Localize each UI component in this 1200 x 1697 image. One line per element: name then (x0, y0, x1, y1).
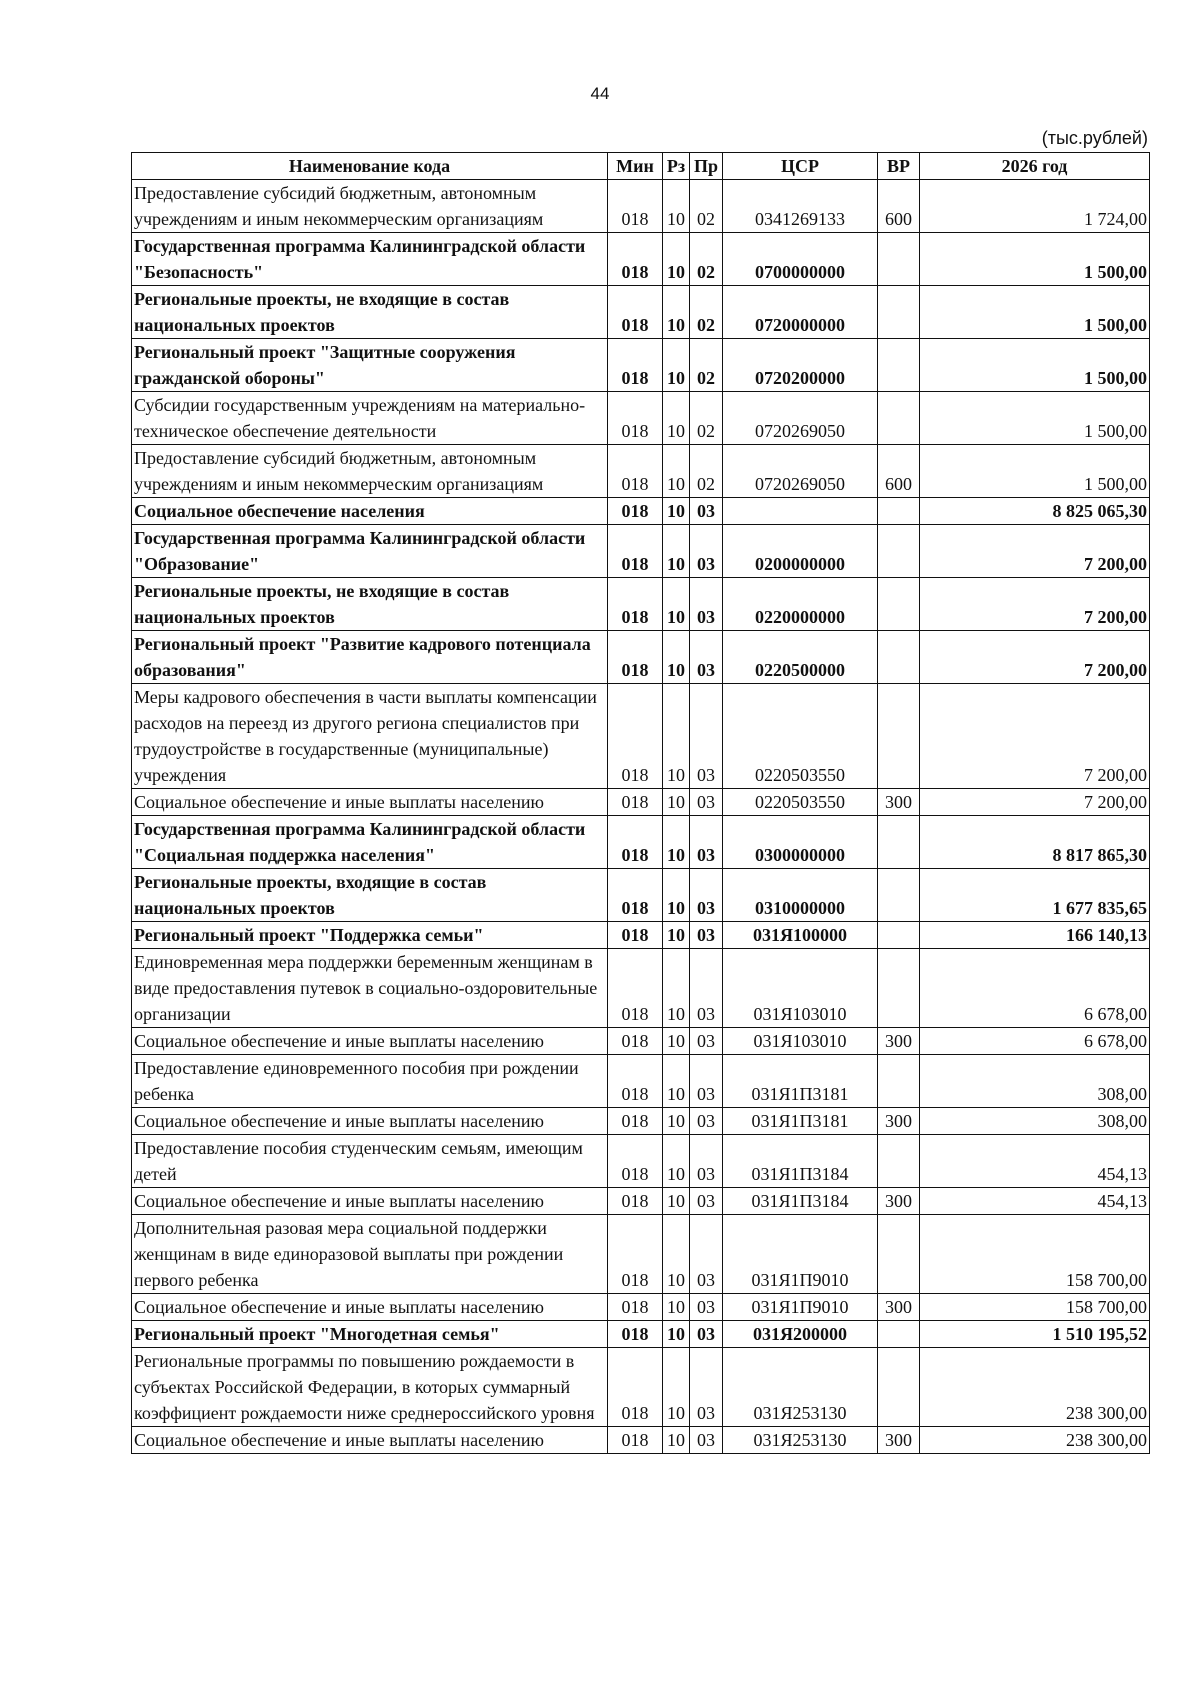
cell-vr (878, 1348, 920, 1427)
cell-name: Предоставление субсидий бюджетным, автономным учреждениям и иным некоммерческим организациям (132, 180, 608, 233)
units-note: (тыс.рублей) (1041, 128, 1148, 148)
table-row (132, 1055, 1150, 1108)
cell-rz: 10 (663, 445, 690, 498)
cell-vr (878, 578, 920, 631)
table-row (132, 869, 1150, 922)
cell-amount: 158 700,00 (920, 1215, 1150, 1294)
cell-amount: 7 200,00 (920, 578, 1150, 631)
cell-rz: 10 (663, 1321, 690, 1348)
header-rz: Рз (663, 153, 690, 180)
cell-rz: 10 (663, 922, 690, 949)
cell-rz: 10 (663, 1427, 690, 1454)
table-row (132, 922, 1150, 949)
cell-min: 018 (608, 949, 663, 1028)
cell-vr (878, 949, 920, 1028)
cell-min: 018 (608, 445, 663, 498)
cell-min: 018 (608, 631, 663, 684)
cell-vr (878, 922, 920, 949)
header-vr: ВР (878, 153, 920, 180)
cell-name: Субсидии государственным учреждениям на материально-техническое обеспечение деятельности (132, 392, 608, 445)
cell-min: 018 (608, 1321, 663, 1348)
cell-name: Предоставление пособия студенческим семьям, имеющим детей (132, 1135, 608, 1188)
cell-amount: 308,00 (920, 1055, 1150, 1108)
cell-vr (878, 816, 920, 869)
cell-csr: 0720200000 (723, 339, 878, 392)
cell-pr: 03 (690, 1427, 723, 1454)
table-row (132, 392, 1150, 445)
cell-min: 018 (608, 578, 663, 631)
cell-rz: 10 (663, 1108, 690, 1135)
cell-min: 018 (608, 339, 663, 392)
cell-vr (878, 525, 920, 578)
cell-amount: 8 817 865,30 (920, 816, 1150, 869)
table-row (132, 1188, 1150, 1215)
cell-min: 018 (608, 1294, 663, 1321)
cell-csr: 031Я1П9010 (723, 1294, 878, 1321)
cell-amount: 158 700,00 (920, 1294, 1150, 1321)
cell-min: 018 (608, 233, 663, 286)
cell-csr: 0300000000 (723, 816, 878, 869)
cell-csr (723, 498, 878, 525)
cell-rz: 10 (663, 498, 690, 525)
header-min: Мин (608, 153, 663, 180)
cell-csr: 0220500000 (723, 631, 878, 684)
cell-pr: 03 (690, 1135, 723, 1188)
budget-table (131, 152, 1150, 1454)
cell-min: 018 (608, 286, 663, 339)
cell-vr: 300 (878, 789, 920, 816)
cell-name: Государственная программа Калининградской области "Безопасность" (132, 233, 608, 286)
cell-csr: 0310000000 (723, 869, 878, 922)
header-amount: 2026 год (920, 153, 1150, 180)
cell-csr: 031Я1П3184 (723, 1135, 878, 1188)
cell-rz: 10 (663, 1348, 690, 1427)
cell-amount: 238 300,00 (920, 1348, 1150, 1427)
cell-rz: 10 (663, 392, 690, 445)
cell-pr: 02 (690, 445, 723, 498)
cell-name: Социальное обеспечение и иные выплаты населению (132, 1188, 608, 1215)
table-row (132, 1215, 1150, 1294)
table-body (132, 180, 1150, 1454)
cell-csr: 0720269050 (723, 392, 878, 445)
table-row (132, 286, 1150, 339)
cell-rz: 10 (663, 1055, 690, 1108)
cell-name: Социальное обеспечение и иные выплаты населению (132, 1294, 608, 1321)
table-row (132, 684, 1150, 789)
table-row (132, 1348, 1150, 1427)
cell-min: 018 (608, 869, 663, 922)
cell-pr: 02 (690, 286, 723, 339)
cell-pr: 02 (690, 233, 723, 286)
cell-rz: 10 (663, 789, 690, 816)
cell-min: 018 (608, 1135, 663, 1188)
cell-min: 018 (608, 789, 663, 816)
table-row (132, 180, 1150, 233)
cell-name: Региональные программы по повышению рождаемости в субъектах Российской Федерации, в которых суммарный коэффициент рождаемости ниже среднероссийского уровня (132, 1348, 608, 1427)
table-row (132, 339, 1150, 392)
cell-csr: 0220503550 (723, 789, 878, 816)
cell-csr: 031Я103010 (723, 949, 878, 1028)
cell-min: 018 (608, 816, 663, 869)
header-name: Наименование кода (132, 153, 608, 180)
cell-csr: 031Я253130 (723, 1348, 878, 1427)
cell-rz: 10 (663, 233, 690, 286)
cell-csr: 0341269133 (723, 180, 878, 233)
cell-min: 018 (608, 180, 663, 233)
cell-name: Социальное обеспечение и иные выплаты населению (132, 1427, 608, 1454)
cell-amount: 1 500,00 (920, 392, 1150, 445)
cell-vr: 300 (878, 1188, 920, 1215)
cell-name: Предоставление субсидий бюджетным, автономным учреждениям и иным некоммерческим организациям (132, 445, 608, 498)
table-row (132, 789, 1150, 816)
cell-name: Единовременная мера поддержки беременным женщинам в виде предоставления путевок в социально-оздоровительные организации (132, 949, 608, 1028)
cell-vr (878, 1135, 920, 1188)
cell-min: 018 (608, 392, 663, 445)
cell-name: Социальное обеспечение и иные выплаты населению (132, 789, 608, 816)
cell-amount: 7 200,00 (920, 525, 1150, 578)
table-row (132, 525, 1150, 578)
cell-csr: 031Я200000 (723, 1321, 878, 1348)
cell-name: Региональные проекты, не входящие в состав национальных проектов (132, 286, 608, 339)
cell-csr: 0220503550 (723, 684, 878, 789)
cell-min: 018 (608, 1427, 663, 1454)
cell-vr (878, 286, 920, 339)
table-row (132, 445, 1150, 498)
cell-vr (878, 392, 920, 445)
cell-rz: 10 (663, 1188, 690, 1215)
cell-amount: 1 677 835,65 (920, 869, 1150, 922)
cell-pr: 03 (690, 869, 723, 922)
table-row (132, 1427, 1150, 1454)
cell-csr: 031Я253130 (723, 1427, 878, 1454)
cell-min: 018 (608, 1348, 663, 1427)
cell-amount: 454,13 (920, 1135, 1150, 1188)
table-row (132, 1321, 1150, 1348)
cell-pr: 03 (690, 1055, 723, 1108)
cell-pr: 03 (690, 789, 723, 816)
cell-amount: 1 724,00 (920, 180, 1150, 233)
table-row (132, 233, 1150, 286)
cell-pr: 02 (690, 392, 723, 445)
cell-amount: 1 510 195,52 (920, 1321, 1150, 1348)
cell-min: 018 (608, 1028, 663, 1055)
cell-vr: 300 (878, 1108, 920, 1135)
cell-pr: 03 (690, 631, 723, 684)
cell-pr: 03 (690, 1294, 723, 1321)
cell-min: 018 (608, 1055, 663, 1108)
cell-csr: 0720269050 (723, 445, 878, 498)
table-row (132, 816, 1150, 869)
cell-csr: 0700000000 (723, 233, 878, 286)
cell-pr: 03 (690, 1321, 723, 1348)
cell-vr (878, 631, 920, 684)
cell-min: 018 (608, 922, 663, 949)
cell-rz: 10 (663, 869, 690, 922)
cell-vr (878, 498, 920, 525)
cell-rz: 10 (663, 949, 690, 1028)
cell-pr: 03 (690, 578, 723, 631)
cell-name: Социальное обеспечение и иные выплаты населению (132, 1108, 608, 1135)
cell-name: Дополнительная разовая мера социальной поддержки женщинам в виде единоразовой выплаты при рождении первого ребенка (132, 1215, 608, 1294)
cell-csr: 031Я100000 (723, 922, 878, 949)
cell-amount: 1 500,00 (920, 286, 1150, 339)
cell-name: Социальное обеспечение и иные выплаты населению (132, 1028, 608, 1055)
cell-rz: 10 (663, 1028, 690, 1055)
cell-amount: 238 300,00 (920, 1427, 1150, 1454)
cell-vr (878, 1055, 920, 1108)
cell-rz: 10 (663, 1215, 690, 1294)
cell-amount: 7 200,00 (920, 684, 1150, 789)
cell-rz: 10 (663, 286, 690, 339)
cell-vr: 300 (878, 1294, 920, 1321)
cell-pr: 02 (690, 180, 723, 233)
cell-vr (878, 233, 920, 286)
cell-vr (878, 1215, 920, 1294)
cell-vr (878, 1321, 920, 1348)
page-number: 44 (590, 84, 610, 103)
cell-vr: 300 (878, 1028, 920, 1055)
cell-vr (878, 869, 920, 922)
cell-name: Меры кадрового обеспечения в части выплаты компенсации расходов на переезд из другого региона специалистов при трудоустройстве в государственные (муниципальные) учреждения (132, 684, 608, 789)
cell-pr: 03 (690, 684, 723, 789)
cell-csr: 0220000000 (723, 578, 878, 631)
cell-name: Региональный проект "Поддержка семьи" (132, 922, 608, 949)
cell-amount: 454,13 (920, 1188, 1150, 1215)
table-row (132, 498, 1150, 525)
cell-min: 018 (608, 1188, 663, 1215)
cell-amount: 1 500,00 (920, 445, 1150, 498)
cell-rz: 10 (663, 816, 690, 869)
cell-name: Региональные проекты, входящие в состав национальных проектов (132, 869, 608, 922)
cell-amount: 6 678,00 (920, 1028, 1150, 1055)
cell-pr: 02 (690, 339, 723, 392)
cell-min: 018 (608, 525, 663, 578)
cell-pr: 03 (690, 1108, 723, 1135)
cell-csr: 031Я1П3181 (723, 1055, 878, 1108)
cell-rz: 10 (663, 1294, 690, 1321)
cell-name: Социальное обеспечение населения (132, 498, 608, 525)
cell-csr: 0200000000 (723, 525, 878, 578)
cell-amount: 1 500,00 (920, 339, 1150, 392)
cell-name: Региональный проект "Защитные сооружения гражданской обороны" (132, 339, 608, 392)
cell-amount: 6 678,00 (920, 949, 1150, 1028)
cell-csr: 031Я103010 (723, 1028, 878, 1055)
cell-min: 018 (608, 684, 663, 789)
cell-amount: 7 200,00 (920, 631, 1150, 684)
cell-name: Региональный проект "Развитие кадрового потенциала образования" (132, 631, 608, 684)
cell-pr: 03 (690, 525, 723, 578)
cell-name: Предоставление единовременного пособия при рождении ребенка (132, 1055, 608, 1108)
cell-amount: 8 825 065,30 (920, 498, 1150, 525)
cell-rz: 10 (663, 1135, 690, 1188)
table-row (132, 949, 1150, 1028)
cell-pr: 03 (690, 1348, 723, 1427)
cell-name: Государственная программа Калининградской области "Образование" (132, 525, 608, 578)
cell-pr: 03 (690, 1028, 723, 1055)
cell-pr: 03 (690, 922, 723, 949)
table-row (132, 578, 1150, 631)
cell-vr: 600 (878, 445, 920, 498)
cell-pr: 03 (690, 816, 723, 869)
header-csr: ЦСР (723, 153, 878, 180)
cell-name: Государственная программа Калининградской области "Социальная поддержка населения" (132, 816, 608, 869)
cell-csr: 031Я1П3184 (723, 1188, 878, 1215)
cell-vr (878, 684, 920, 789)
cell-rz: 10 (663, 180, 690, 233)
cell-amount: 166 140,13 (920, 922, 1150, 949)
cell-min: 018 (608, 498, 663, 525)
cell-rz: 10 (663, 339, 690, 392)
cell-amount: 1 500,00 (920, 233, 1150, 286)
cell-min: 018 (608, 1108, 663, 1135)
cell-csr: 031Я1П3181 (723, 1108, 878, 1135)
cell-min: 018 (608, 1215, 663, 1294)
cell-name: Региональный проект "Многодетная семья" (132, 1321, 608, 1348)
cell-rz: 10 (663, 684, 690, 789)
cell-vr: 300 (878, 1427, 920, 1454)
cell-rz: 10 (663, 525, 690, 578)
cell-vr (878, 339, 920, 392)
cell-pr: 03 (690, 1188, 723, 1215)
cell-pr: 03 (690, 949, 723, 1028)
cell-amount: 7 200,00 (920, 789, 1150, 816)
table-row (132, 1294, 1150, 1321)
cell-pr: 03 (690, 498, 723, 525)
table-row (132, 1135, 1150, 1188)
header-pr: Пр (690, 153, 723, 180)
cell-name: Региональные проекты, не входящие в состав национальных проектов (132, 578, 608, 631)
cell-amount: 308,00 (920, 1108, 1150, 1135)
cell-vr: 600 (878, 180, 920, 233)
table-row (132, 631, 1150, 684)
cell-rz: 10 (663, 578, 690, 631)
cell-csr: 031Я1П9010 (723, 1215, 878, 1294)
table-row (132, 1108, 1150, 1135)
table-row (132, 1028, 1150, 1055)
cell-pr: 03 (690, 1215, 723, 1294)
cell-rz: 10 (663, 631, 690, 684)
cell-csr: 0720000000 (723, 286, 878, 339)
table-header-row (132, 153, 1150, 180)
